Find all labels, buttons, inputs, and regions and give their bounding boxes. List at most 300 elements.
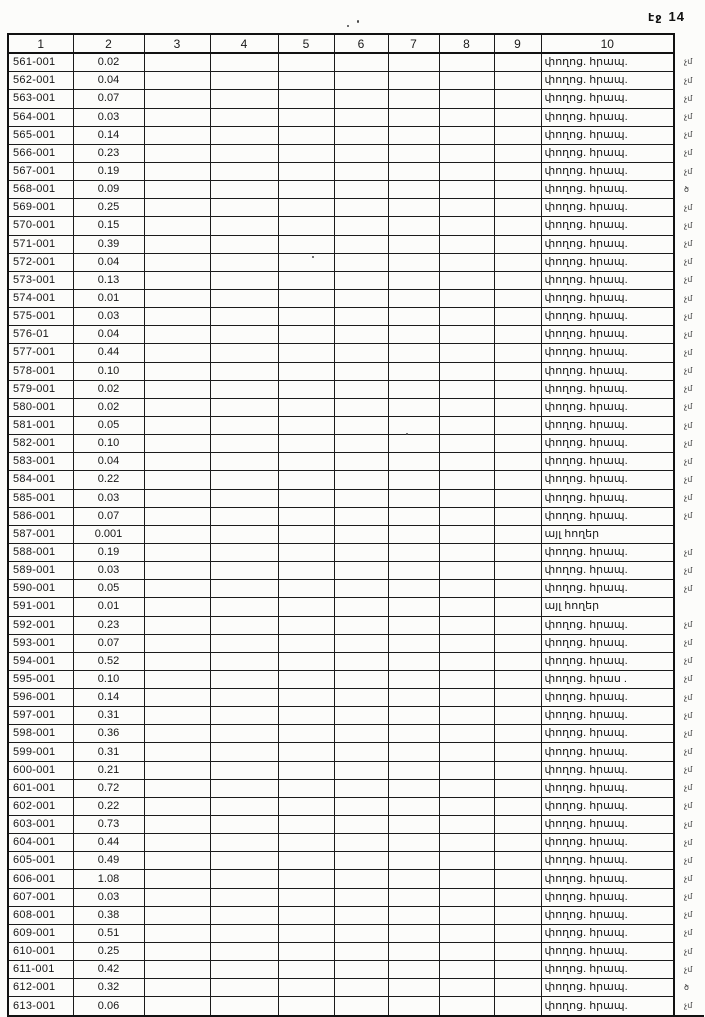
cell-col3 [144,108,210,126]
cell-col9 [494,797,541,815]
cell-col7 [388,816,439,834]
cell-land-use: փողոց. հրապ. [541,580,674,598]
cell-col6 [334,725,388,743]
cell-col8 [439,961,494,979]
margin-mark: չմ [684,765,693,775]
margin-mark: չմ [684,710,693,720]
cell-col6 [334,979,388,997]
cell-area-value: 0.04 [73,453,144,471]
margin-mark: չմ [684,874,693,884]
cell-parcel-code: 566-001 [8,144,73,162]
cell-col6 [334,997,388,1016]
cell-land-use: փողոց. հրապ. [541,217,674,235]
cell-col9 [494,398,541,416]
cell-area-value: 0.04 [73,253,144,271]
cell-area-value: 0.44 [73,834,144,852]
cell-col3 [144,725,210,743]
margin-mark: չմ [684,57,693,67]
scan-artifact [347,25,349,27]
cell-parcel-code: 603-001 [8,816,73,834]
margin-mark: չմ [684,384,693,394]
cell-area-value: 0.03 [73,489,144,507]
cell-col5 [278,834,334,852]
cell-parcel-code: 595-001 [8,670,73,688]
cell-col7 [388,308,439,326]
cell-area-value: 0.31 [73,743,144,761]
cell-col9 [494,834,541,852]
cell-land-use: փողոց. հրապ. [541,126,674,144]
margin-mark: չմ [684,257,693,267]
cell-col4 [210,689,278,707]
table-row [8,181,704,199]
cell-area-value: 0.13 [73,271,144,289]
cell-col5 [278,761,334,779]
cell-col4 [210,126,278,144]
cell-col3 [144,906,210,924]
cell-land-use: փողոց. հրապ. [541,997,674,1016]
cell-col4 [210,834,278,852]
table-row [8,416,704,434]
cell-col4 [210,525,278,543]
cell-col9 [494,235,541,253]
cell-col5 [278,562,334,580]
cell-col6 [334,670,388,688]
cell-land-use: փողոց. հրապ. [541,489,674,507]
cell-col9 [494,779,541,797]
cell-col3 [144,634,210,652]
cell-col9 [494,453,541,471]
cell-col5 [278,852,334,870]
cell-col6 [334,308,388,326]
column-header: 7 [388,34,439,53]
cell-col6 [334,652,388,670]
cell-col7 [388,616,439,634]
cell-land-use: փողոց. հրապ. [541,797,674,815]
cell-col7 [388,743,439,761]
cell-col7 [388,144,439,162]
cell-col8 [439,308,494,326]
cell-col3 [144,126,210,144]
cell-parcel-code: 575-001 [8,308,73,326]
table-row [8,852,704,870]
margin-mark: չմ [684,892,693,902]
cell-area-value: 0.38 [73,906,144,924]
cell-col9 [494,271,541,289]
cell-col8 [439,380,494,398]
cell-col4 [210,235,278,253]
cell-land-use: փողոց. հրապ. [541,308,674,326]
cell-land-use: փողոց. հրապ. [541,199,674,217]
cell-col5 [278,380,334,398]
cell-col5 [278,217,334,235]
cell-col7 [388,235,439,253]
cell-parcel-code: 594-001 [8,652,73,670]
cell-col5 [278,398,334,416]
cell-col4 [210,943,278,961]
cell-col5 [278,72,334,90]
cell-parcel-code: 586-001 [8,507,73,525]
cell-col7 [388,888,439,906]
cell-col8 [439,525,494,543]
cell-col7 [388,181,439,199]
cell-col6 [334,580,388,598]
cell-area-value: 0.21 [73,761,144,779]
margin-mark: չմ [684,964,693,974]
header-row [8,34,704,53]
cell-col8 [439,271,494,289]
cell-col8 [439,108,494,126]
cell-col3 [144,652,210,670]
cell-col8 [439,435,494,453]
cell-land-use: փողոց. հրապ. [541,344,674,362]
cell-area-value: 0.07 [73,90,144,108]
cell-parcel-code: 570-001 [8,217,73,235]
cell-col6 [334,961,388,979]
cell-parcel-code: 592-001 [8,616,73,634]
cell-col7 [388,489,439,507]
cell-col7 [388,326,439,344]
cell-col3 [144,380,210,398]
cell-col9 [494,562,541,580]
column-header: 9 [494,34,541,53]
cell-col4 [210,453,278,471]
cell-parcel-code: 563-001 [8,90,73,108]
table-row [8,308,704,326]
cell-col9 [494,108,541,126]
margin-mark: չմ [684,638,693,648]
cell-area-value: 0.001 [73,525,144,543]
cell-land-use: փողոց. հրապ. [541,507,674,525]
cell-col8 [439,761,494,779]
cell-col4 [210,53,278,72]
table-row [8,525,704,543]
cell-col4 [210,289,278,307]
cell-col9 [494,943,541,961]
cell-parcel-code: 611-001 [8,961,73,979]
cell-col9 [494,90,541,108]
cell-col3 [144,435,210,453]
cell-col6 [334,253,388,271]
margin-mark: չմ [684,674,693,684]
cell-col8 [439,580,494,598]
cell-col7 [388,90,439,108]
cell-col4 [210,416,278,434]
cell-parcel-code: 587-001 [8,525,73,543]
table-row [8,489,704,507]
cell-area-value: 0.36 [73,725,144,743]
table-row [8,380,704,398]
cell-col3 [144,852,210,870]
cell-col3 [144,543,210,561]
margin-mark [674,525,704,543]
cell-col3 [144,816,210,834]
margin-mark: ծ [684,982,689,992]
cell-land-use: փողոց. հրապ. [541,90,674,108]
table-row [8,816,704,834]
cell-col5 [278,870,334,888]
table-row [8,144,704,162]
cell-col6 [334,416,388,434]
cell-col7 [388,707,439,725]
cell-col7 [388,598,439,616]
cell-land-use: փողոց. հրապ. [541,380,674,398]
column-header: 6 [334,34,388,53]
cell-col4 [210,253,278,271]
cell-col4 [210,598,278,616]
cell-col9 [494,961,541,979]
cell-land-use: փողոց. հրապ. [541,816,674,834]
cell-col4 [210,217,278,235]
table-row [8,253,704,271]
cell-col5 [278,416,334,434]
cell-col8 [439,852,494,870]
cell-parcel-code: 577-001 [8,344,73,362]
cell-col6 [334,126,388,144]
cell-col9 [494,380,541,398]
cell-land-use: փողոց. հրապ. [541,943,674,961]
cell-col8 [439,743,494,761]
cell-col8 [439,199,494,217]
cell-area-value: 0.52 [73,652,144,670]
cell-col5 [278,961,334,979]
cell-col9 [494,652,541,670]
cell-parcel-code: 571-001 [8,235,73,253]
cell-parcel-code: 610-001 [8,943,73,961]
cell-col9 [494,362,541,380]
table-row [8,326,704,344]
cell-area-value: 0.19 [73,543,144,561]
cell-col4 [210,997,278,1016]
cell-area-value: 0.10 [73,362,144,380]
cell-land-use: փողոց. հրապ. [541,72,674,90]
cell-col7 [388,761,439,779]
cell-col5 [278,435,334,453]
cell-col8 [439,326,494,344]
cell-col5 [278,616,334,634]
cell-land-use: փողոց. հրապ. [541,634,674,652]
cell-col8 [439,779,494,797]
cell-parcel-code: 607-001 [8,888,73,906]
cadastral-table [7,33,704,1017]
margin-mark: չմ [684,511,693,521]
cell-area-value: 0.19 [73,162,144,180]
cell-col6 [334,398,388,416]
cell-parcel-code: 612-001 [8,979,73,997]
cell-col9 [494,870,541,888]
page-label: էջ [648,12,663,24]
cell-col7 [388,580,439,598]
table-row [8,162,704,180]
cell-col7 [388,126,439,144]
cell-area-value: 0.42 [73,961,144,979]
margin-mark: չմ [684,456,693,466]
cell-land-use: փողոց. հրաս . [541,670,674,688]
cell-col8 [439,816,494,834]
cell-col3 [144,507,210,525]
cell-col6 [334,362,388,380]
cell-col7 [388,507,439,525]
cell-col8 [439,943,494,961]
cell-col9 [494,906,541,924]
cell-col3 [144,253,210,271]
table-row [8,616,704,634]
margin-mark [674,598,704,616]
cell-col6 [334,761,388,779]
cell-area-value: 0.04 [73,326,144,344]
cell-col8 [439,725,494,743]
cell-col3 [144,580,210,598]
cell-col3 [144,961,210,979]
margin-mark: չմ [684,728,693,738]
cell-col9 [494,53,541,72]
cell-col5 [278,362,334,380]
cell-land-use: փողոց. հրապ. [541,924,674,942]
cell-col4 [210,362,278,380]
cell-col5 [278,689,334,707]
cell-col8 [439,72,494,90]
cell-col3 [144,870,210,888]
cell-col3 [144,326,210,344]
cell-land-use: փողոց. հրապ. [541,144,674,162]
cell-col8 [439,906,494,924]
table-row [8,235,704,253]
margin-mark: չմ [684,583,693,593]
cell-col7 [388,652,439,670]
cell-land-use: փողոց. հրապ. [541,834,674,852]
cell-col9 [494,253,541,271]
cell-land-use: փողոց. հրապ. [541,471,674,489]
cell-area-value: 0.02 [73,398,144,416]
cell-col3 [144,834,210,852]
cell-col6 [334,779,388,797]
cell-col5 [278,253,334,271]
cell-col4 [210,797,278,815]
margin-mark: չմ [684,474,693,484]
cell-col3 [144,416,210,434]
cell-parcel-code: 581-001 [8,416,73,434]
cell-col9 [494,289,541,307]
cell-col4 [210,852,278,870]
cell-land-use: փողոց. հրապ. [541,616,674,634]
cell-col8 [439,162,494,180]
cell-col6 [334,435,388,453]
cell-col6 [334,543,388,561]
cell-col8 [439,289,494,307]
table-row [8,979,704,997]
cell-land-use: փողոց. հրապ. [541,362,674,380]
cell-col6 [334,162,388,180]
cell-land-use: փողոց. հրապ. [541,562,674,580]
cell-col6 [334,924,388,942]
cell-col4 [210,108,278,126]
cell-col6 [334,489,388,507]
table-row [8,72,704,90]
cell-col5 [278,489,334,507]
cell-col7 [388,271,439,289]
cell-area-value: 0.03 [73,888,144,906]
cell-col3 [144,362,210,380]
cell-area-value: 0.06 [73,997,144,1016]
table-row [8,598,704,616]
cell-col8 [439,90,494,108]
table-row [8,108,704,126]
cell-col9 [494,181,541,199]
cell-col8 [439,598,494,616]
cell-col6 [334,870,388,888]
scan-artifact [406,433,408,435]
table-body [8,53,704,1015]
cell-col9 [494,634,541,652]
cell-col6 [334,344,388,362]
cell-col8 [439,924,494,942]
margin-mark: չմ [684,493,693,503]
cell-col7 [388,525,439,543]
cell-col4 [210,162,278,180]
cell-col3 [144,924,210,942]
cell-area-value: 0.72 [73,779,144,797]
cell-col8 [439,707,494,725]
cell-col4 [210,144,278,162]
cell-col8 [439,670,494,688]
table-row [8,707,704,725]
table-row [8,870,704,888]
cell-col4 [210,906,278,924]
cell-area-value: 0.22 [73,471,144,489]
cell-col3 [144,943,210,961]
cell-col6 [334,108,388,126]
cell-col7 [388,344,439,362]
cell-col4 [210,870,278,888]
cell-col4 [210,961,278,979]
margin-mark: չմ [684,438,693,448]
cell-col8 [439,797,494,815]
cell-col5 [278,162,334,180]
cell-col6 [334,834,388,852]
cell-col8 [439,979,494,997]
cell-parcel-code: 609-001 [8,924,73,942]
cell-col3 [144,162,210,180]
cell-col3 [144,471,210,489]
cell-col6 [334,689,388,707]
cell-area-value: 0.02 [73,53,144,72]
margin-mark: չմ [684,166,693,176]
cell-col3 [144,888,210,906]
margin-header-spacer [674,34,704,53]
cell-col5 [278,525,334,543]
table-row [8,344,704,362]
cell-col3 [144,779,210,797]
cell-col6 [334,906,388,924]
margin-mark: չմ [684,366,693,376]
table-row [8,943,704,961]
cell-col3 [144,72,210,90]
cell-col3 [144,616,210,634]
cell-col7 [388,72,439,90]
cell-col8 [439,471,494,489]
cell-area-value: 0.73 [73,816,144,834]
margin-mark: չմ [684,620,693,630]
cell-col9 [494,580,541,598]
cell-col8 [439,253,494,271]
cell-col9 [494,489,541,507]
cell-col8 [439,126,494,144]
cell-area-value: 0.05 [73,580,144,598]
cell-parcel-code: 591-001 [8,598,73,616]
margin-mark: ծ [684,184,689,194]
cell-col7 [388,162,439,180]
cell-col6 [334,72,388,90]
cell-col5 [278,326,334,344]
